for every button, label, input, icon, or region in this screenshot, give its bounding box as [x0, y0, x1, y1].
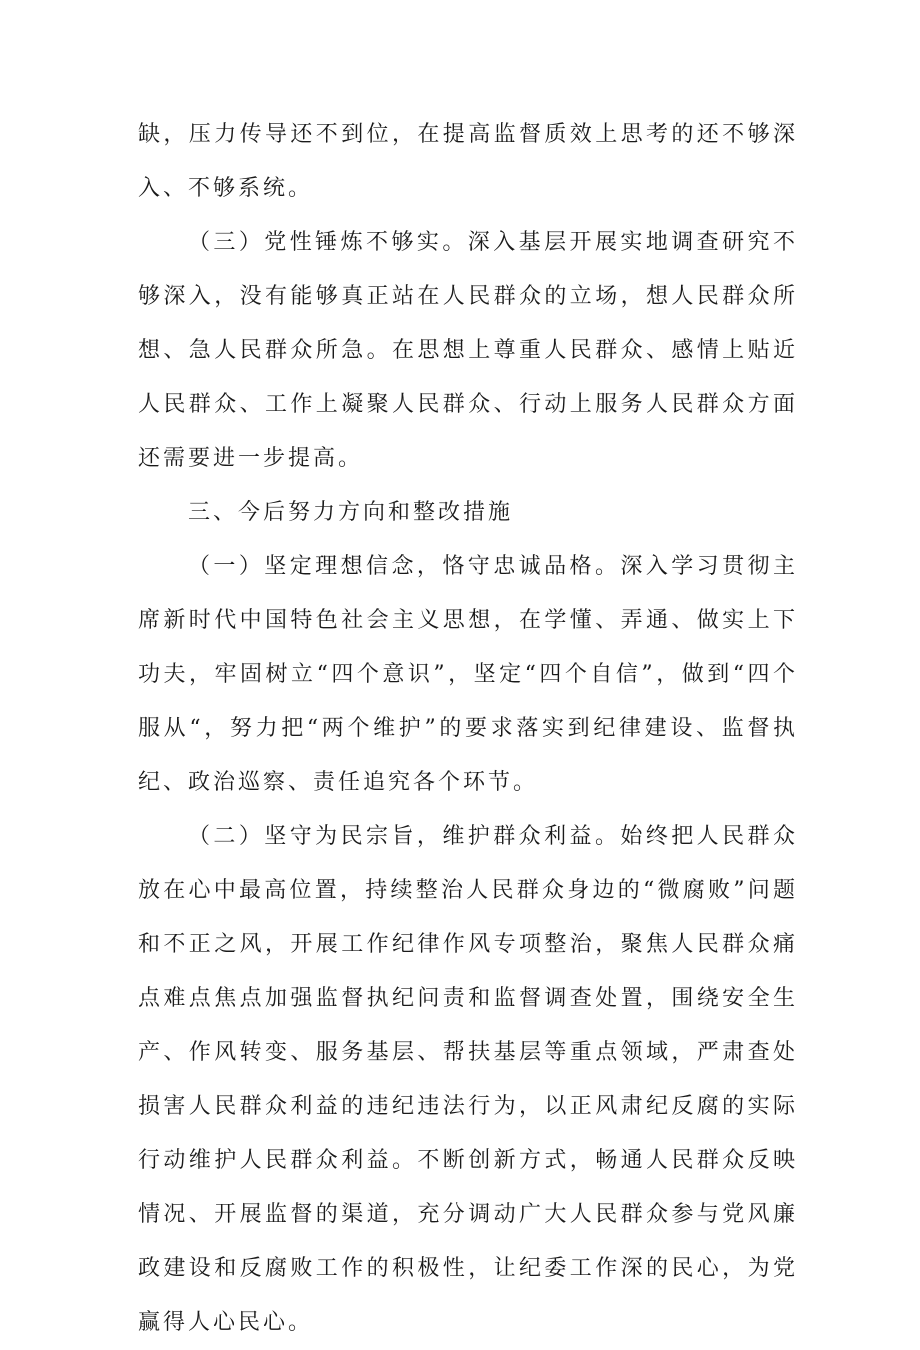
document-body	[138, 108, 798, 1350]
section-heading-future-direction: 三、今后努力方向和整改措施	[188, 500, 514, 525]
paragraph-party-spirit: （三）党性锤炼不够实。深入基层开展实地调查研究不够深入，没有能够真正站在人民群众的立场，想人民群众所想、急人民群众所急。在思想上尊重人民群众、感情上贴近人民群众、工作上凝聚人民群众、行动上服务人民群众方面还需要进一步提高。	[138, 230, 798, 471]
paragraph-serve-people: （二）坚守为民宗旨，维护群众利益。始终把人民群众放在心中最高位置，持续整治人民群众身边的“微腐败”问题和不正之风，开展工作纪律作风专项整治，聚焦人民群众痛点难点焦点加强监督执纪问责和监督调查处置，围绕安全生产、作风转变、服务基层、帮扶基层等重点领域，严肃查处损害人民群众利益的违纪违法行为，以正风肃纪反腐的实际行动维护人民群众利益。不断创新方式，畅通人民群众反映情况、开展监督的渠道，充分调动广大人民群众参与党风廉政建设和反腐败工作的积极性，让纪委工作深的民心，为党赢得人心民心。	[138, 824, 798, 1335]
paragraph-continuation: 缺，压力传导还不到位，在提高监督质效上思考的还不够深入、不够系统。	[138, 122, 798, 201]
paragraph-ideals-belief: （一）坚定理想信念，恪守忠诚品格。深入学习贯彻主席新时代中国特色社会主义思想，在学懂、弄通、做实上下功夫，牢固树立“四个意识”，坚定“四个自信”，做到“四个服从“，努力把“两个维护”的要求落实到纪律建设、监督执纪、政治巡察、责任追究各个环节。	[138, 554, 798, 795]
